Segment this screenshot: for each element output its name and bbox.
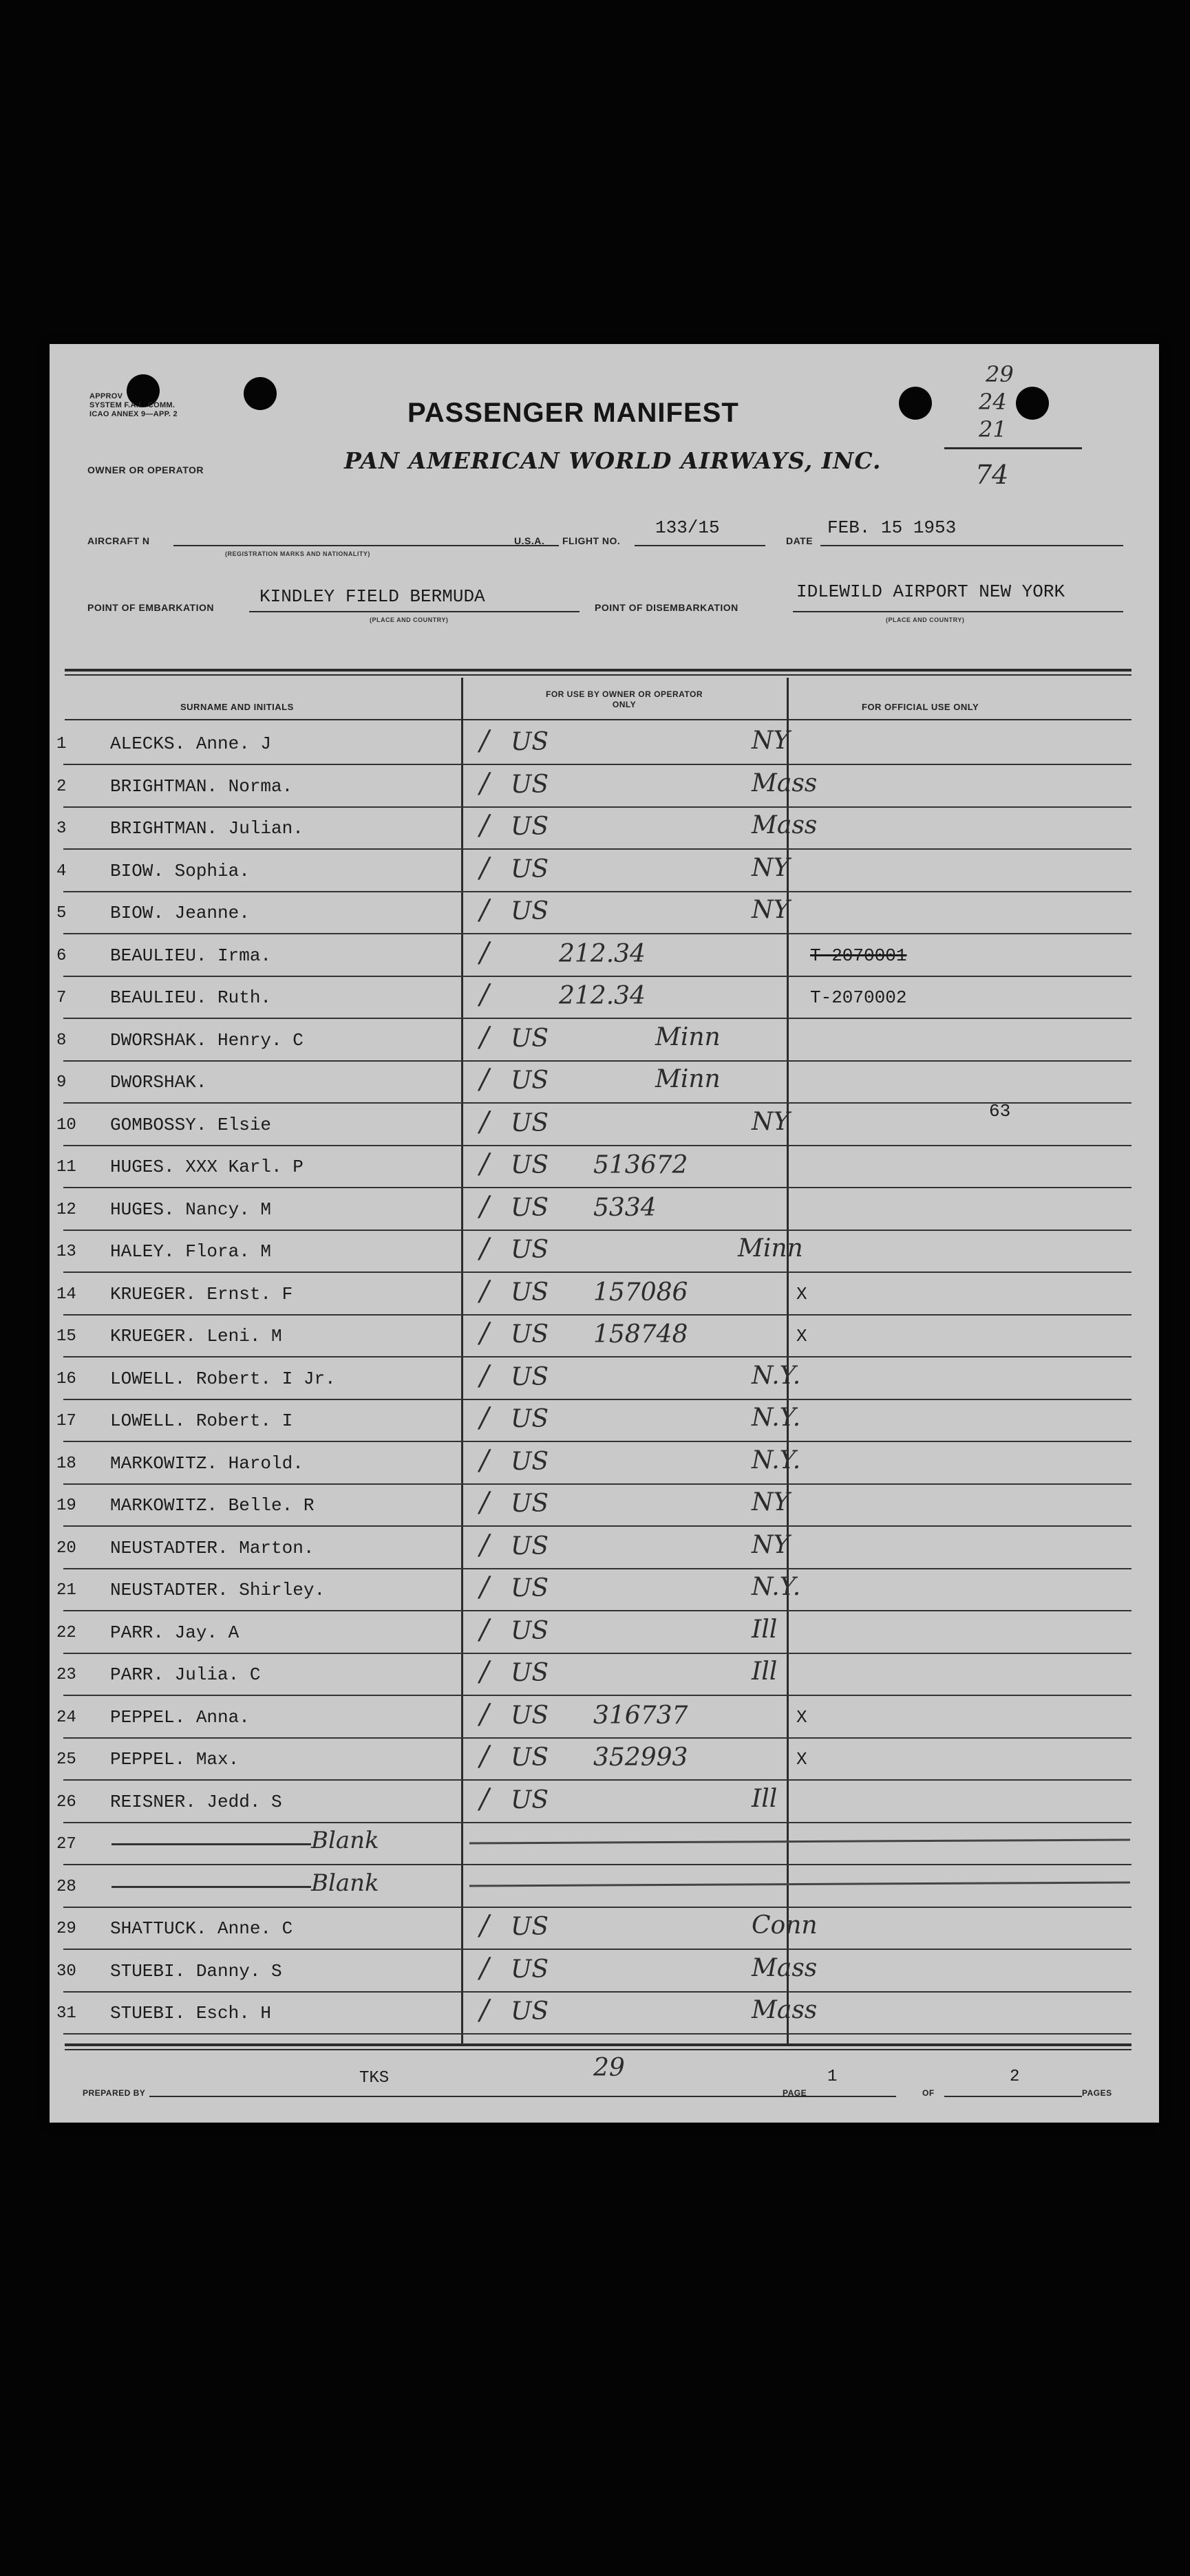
check-mark-icon: / <box>480 1402 489 1434</box>
check-mark-icon: / <box>480 1741 489 1772</box>
document-number: 316737 <box>593 1701 688 1730</box>
nationality-code: US <box>511 1151 549 1179</box>
table-row <box>50 850 1159 892</box>
passenger-name: KRUEGER. Leni. M <box>110 1326 282 1346</box>
nationality-code: US <box>511 1278 549 1307</box>
check-mark-icon: / <box>480 1698 489 1730</box>
state-code: Mass <box>752 1953 818 1982</box>
table-row <box>50 1442 1159 1485</box>
table-row <box>50 1992 1159 2035</box>
table-row <box>50 807 1159 850</box>
check-mark-icon: / <box>480 1021 489 1053</box>
column-header-official-use: FOR OFFICIAL USE ONLY <box>862 702 979 712</box>
check-mark-icon: / <box>480 936 489 969</box>
check-mark-icon: / <box>480 1106 489 1138</box>
date-label: DATE <box>786 535 814 546</box>
document-number: 513672 <box>593 1151 688 1179</box>
date-underline <box>820 545 1123 546</box>
passenger-count: 29 <box>593 2054 625 2082</box>
blank-strike-line <box>111 1886 311 1888</box>
table-row <box>50 1273 1159 1316</box>
state-code: NY <box>752 1530 790 1559</box>
passenger-name: BEAULIEU. Irma. <box>110 945 272 966</box>
passenger-name: BIOW. Jeanne. <box>110 903 250 923</box>
table-row <box>50 1611 1159 1654</box>
state-code: NY <box>752 1107 790 1136</box>
row-number: 5 <box>56 904 67 923</box>
tally-number: 24 <box>979 389 1007 415</box>
table-top-rule <box>65 669 1131 672</box>
nationality-code: US <box>511 1701 549 1730</box>
nationality-code: US <box>511 855 549 883</box>
check-mark-icon: / <box>480 767 489 799</box>
check-mark-icon: / <box>480 1487 489 1518</box>
table-top-rule-inner <box>65 674 1131 676</box>
passenger-name: DWORSHAK. Henry. C <box>110 1029 304 1051</box>
nationality-code: US <box>511 813 549 841</box>
row-number: 25 <box>56 1750 76 1769</box>
table-row <box>50 722 1159 765</box>
blank-strike-line <box>469 1881 1130 1887</box>
table-row <box>50 1019 1159 1062</box>
tally-underline <box>944 447 1082 449</box>
row-number: 21 <box>56 1581 76 1600</box>
row-number: 20 <box>56 1538 76 1558</box>
page-title: PASSENGER MANIFEST <box>407 398 739 428</box>
column-header-owner-use: FOR USE BY OWNER OR OPERATOR ONLY <box>545 689 703 709</box>
nationality-code: US <box>511 1659 549 1687</box>
row-number: 10 <box>56 1115 76 1135</box>
nationality-code: US <box>511 770 549 799</box>
aircraft-caption: (REGISTRATION MARKS AND NATIONALITY) <box>225 550 370 557</box>
state-code: NY <box>752 853 790 882</box>
table-row <box>50 1100 1159 1146</box>
prepared-by-value: TKS <box>359 2069 390 2087</box>
row-number: 18 <box>56 1454 76 1473</box>
passenger-name: PEPPEL. Max. <box>110 1749 240 1770</box>
check-mark-icon: / <box>480 1360 489 1392</box>
nationality-code: US <box>511 1193 549 1222</box>
passenger-name: BRIGHTMAN. Julian. <box>110 818 304 839</box>
passenger-name: LOWELL. Robert. I <box>110 1410 293 1431</box>
nationality-code: US <box>511 1024 549 1053</box>
date-value: FEB. 15 1953 <box>827 517 957 538</box>
table-row <box>50 1781 1159 1823</box>
disembark-caption: (PLACE AND COUNTRY) <box>886 616 965 623</box>
table-row <box>50 1230 1159 1273</box>
check-mark-icon: / <box>480 1190 489 1223</box>
row-number: 6 <box>56 946 67 965</box>
nationality-code: US <box>511 1616 549 1645</box>
table-row <box>50 1696 1159 1739</box>
table-bottom-rule-inner <box>65 2049 1131 2050</box>
state-code: N.Y. <box>752 1446 801 1474</box>
check-mark-icon: / <box>480 1148 489 1180</box>
nationality-code: US <box>511 1108 549 1137</box>
row-number: 9 <box>56 1073 67 1092</box>
table-row <box>50 1865 1159 1908</box>
passenger-name: PEPPEL. Anna. <box>110 1706 250 1728</box>
state-code: Ill <box>752 1657 778 1686</box>
table-row <box>50 1061 1159 1104</box>
official-mark: T-2070002 <box>810 987 907 1008</box>
check-mark-icon: / <box>480 1064 489 1095</box>
passenger-name: BIOW. Sophia. <box>110 860 250 881</box>
check-mark-icon: / <box>480 1995 489 2026</box>
nationality-code: US <box>511 897 549 925</box>
flight-no-underline <box>635 545 765 546</box>
of-label: OF <box>922 2088 935 2098</box>
row-number: 8 <box>56 1031 67 1050</box>
nationality-code: US <box>511 1490 549 1518</box>
official-mark: X <box>796 1706 807 1728</box>
row-number: 1 <box>56 735 67 753</box>
state-code: Mass <box>752 811 818 839</box>
row-number: 26 <box>56 1792 76 1812</box>
column-header-surname: SURNAME AND INITIALS <box>180 702 294 712</box>
check-mark-icon: / <box>480 1783 489 1815</box>
passenger-name: PARR. Jay. A <box>110 1622 240 1643</box>
embark-label: POINT OF EMBARKATION <box>87 602 214 613</box>
official-mark: 63 <box>989 1100 1011 1121</box>
punch-hole <box>899 387 932 420</box>
document-number: 212.34 <box>559 939 646 968</box>
row-number: 16 <box>56 1369 76 1388</box>
disembark-label: POINT OF DISEMBARKATION <box>595 602 739 613</box>
passenger-name: HUGES. XXX Karl. P <box>110 1157 304 1177</box>
blank-strike-line <box>111 1843 311 1845</box>
tally-total: 74 <box>975 460 1009 490</box>
state-code: N.Y. <box>752 1573 801 1601</box>
nationality-code: US <box>511 1997 549 2026</box>
manifest-sheet <box>50 344 1159 2123</box>
aircraft-underline <box>173 545 559 546</box>
embark-caption: (PLACE AND COUNTRY) <box>370 616 449 623</box>
passenger-name: NEUSTADTER. Marton. <box>110 1537 315 1558</box>
document-number: 157086 <box>593 1278 688 1307</box>
check-mark-icon: / <box>480 1444 489 1477</box>
row-number: 29 <box>56 1920 76 1938</box>
nationality-code: US <box>511 1955 549 1984</box>
approval-block <box>89 392 178 419</box>
nationality-code: US <box>511 1066 549 1095</box>
passenger-name: HALEY. Flora. M <box>110 1241 272 1262</box>
row-rule <box>63 2033 1131 2035</box>
nationality-code: US <box>511 1743 549 1772</box>
check-mark-icon: / <box>480 1571 489 1603</box>
nationality-code: US <box>511 1574 549 1602</box>
flight-no-label: FLIGHT NO. <box>562 535 621 546</box>
state-code: Conn <box>752 1911 818 1940</box>
table-row <box>50 1569 1159 1611</box>
passenger-name: NEUSTADTER. Shirley. <box>110 1580 326 1600</box>
table-row <box>50 976 1159 1019</box>
table-row <box>50 1907 1159 1950</box>
row-number: 15 <box>56 1327 76 1346</box>
passenger-name: DWORSHAK. <box>110 1072 207 1093</box>
state-code: Minn <box>655 1022 721 1051</box>
passenger-name: HUGES. Nancy. M <box>110 1199 272 1220</box>
passenger-name: GOMBOSSY. Elsie <box>110 1114 272 1135</box>
state-code: Ill <box>752 1615 778 1644</box>
page-value: 1 <box>827 2068 838 2086</box>
pages-underline <box>944 2096 1082 2097</box>
flight-no-value: 133/15 <box>655 517 720 538</box>
row-number: 12 <box>56 1200 76 1219</box>
blank-strike-line <box>469 1838 1130 1844</box>
aircraft-label: AIRCRAFT N <box>87 535 150 546</box>
official-mark: T-2070001 <box>810 945 907 966</box>
check-mark-icon: / <box>480 1613 489 1646</box>
table-row <box>50 1653 1159 1696</box>
document-number: 212.34 <box>559 982 646 1010</box>
row-number: 27 <box>56 1835 76 1854</box>
passenger-name: STUEBI. Esch. H <box>110 2003 272 2024</box>
check-mark-icon: / <box>480 810 489 841</box>
nationality-code: US <box>511 728 549 756</box>
passenger-name: Blank <box>311 1869 379 1897</box>
prepared-by-label: PREPARED BY <box>83 2088 146 2098</box>
approval-line: SYSTEM F.A.L. COMM. <box>89 401 176 409</box>
table-row <box>50 1527 1159 1569</box>
official-mark: X <box>796 1283 807 1305</box>
passenger-name: REISNER. Jedd. S <box>110 1791 282 1812</box>
tally-number: 29 <box>986 361 1014 387</box>
row-number: 3 <box>56 819 67 838</box>
check-mark-icon: / <box>480 1275 489 1307</box>
owner-label: OWNER OR OPERATOR <box>87 464 204 475</box>
passenger-name: STUEBI. Danny. S <box>110 1960 282 1982</box>
pages-label: PAGES <box>1082 2088 1112 2098</box>
row-number: 22 <box>56 1623 76 1642</box>
table-row <box>50 1823 1159 1865</box>
check-mark-icon: / <box>480 725 489 757</box>
nationality-code: US <box>511 1362 549 1391</box>
nationality-code: US <box>511 1405 549 1433</box>
check-mark-icon: / <box>480 1233 489 1265</box>
row-number: 28 <box>56 1877 76 1896</box>
document-number: 352993 <box>593 1743 688 1772</box>
header-underline <box>65 719 1131 720</box>
state-code: Ill <box>752 1784 778 1813</box>
table-row <box>50 1357 1159 1400</box>
passenger-name: BEAULIEU. Ruth. <box>110 987 272 1008</box>
state-code: NY <box>752 727 790 755</box>
row-number: 13 <box>56 1243 76 1261</box>
passenger-name: MARKOWITZ. Harold. <box>110 1452 304 1474</box>
approval-line: APPROV <box>89 392 123 400</box>
state-code: Mass <box>752 1996 818 2024</box>
table-row <box>50 892 1159 934</box>
passenger-name: KRUEGER. Ernst. F <box>110 1283 293 1305</box>
punch-hole <box>244 377 277 410</box>
row-number: 2 <box>56 777 67 796</box>
check-mark-icon: / <box>480 979 489 1011</box>
passenger-name: Blank <box>311 1827 379 1854</box>
row-number: 24 <box>56 1708 76 1727</box>
state-code: Minn <box>655 1065 721 1093</box>
check-mark-icon: / <box>480 1910 489 1942</box>
table-bottom-rule <box>65 2043 1131 2046</box>
row-number: 7 <box>56 989 67 1007</box>
check-mark-icon: / <box>480 1529 489 1561</box>
table-row <box>50 1315 1159 1357</box>
usa-label: U.S.A. <box>514 535 545 546</box>
table-row <box>50 1399 1159 1442</box>
row-number: 4 <box>56 861 67 881</box>
punch-hole <box>1016 387 1049 420</box>
state-code: NY <box>752 896 790 924</box>
state-code: N.Y. <box>752 1404 801 1432</box>
page-label: PAGE <box>783 2088 807 2098</box>
check-mark-icon: / <box>480 852 489 884</box>
embark-underline <box>249 611 580 612</box>
table-row <box>50 1188 1159 1231</box>
table-row <box>50 1738 1159 1781</box>
airline-name: PAN AMERICAN WORLD AIRWAYS, INC. <box>344 447 882 474</box>
row-number: 30 <box>56 1962 76 1981</box>
document-number: 5334 <box>593 1193 657 1222</box>
check-mark-icon: / <box>480 1952 489 1984</box>
table-row <box>50 1484 1159 1527</box>
check-mark-icon: / <box>480 1318 489 1349</box>
passenger-name: BRIGHTMAN. Norma. <box>110 775 293 797</box>
row-number: 11 <box>56 1158 76 1177</box>
page-underline <box>814 2096 896 2097</box>
table-row <box>50 1950 1159 1993</box>
passenger-name: PARR. Julia. C <box>110 1664 261 1685</box>
table-row <box>50 934 1159 977</box>
row-number: 31 <box>56 2004 76 2023</box>
state-code: Minn <box>738 1234 803 1263</box>
nationality-code: US <box>511 1913 549 1941</box>
row-number: 14 <box>56 1285 76 1304</box>
check-mark-icon: / <box>480 894 489 926</box>
passenger-name: MARKOWITZ. Belle. R <box>110 1495 315 1516</box>
state-code: NY <box>752 1488 790 1516</box>
state-code: N.Y. <box>752 1361 801 1390</box>
row-number: 23 <box>56 1666 76 1684</box>
nationality-code: US <box>511 1785 549 1814</box>
approval-line: ICAO ANNEX 9—APP. 2 <box>89 410 178 418</box>
tally-number: 21 <box>979 416 1007 442</box>
check-mark-icon: / <box>480 1656 489 1688</box>
table-row <box>50 1146 1159 1188</box>
passenger-name: SHATTUCK. Anne. C <box>110 1918 293 1939</box>
nationality-code: US <box>511 1447 549 1476</box>
official-mark: X <box>796 1326 807 1346</box>
row-number: 19 <box>56 1496 76 1515</box>
nationality-code: US <box>511 1320 549 1349</box>
prepared-underline <box>149 2096 824 2097</box>
pages-value: 2 <box>1010 2068 1020 2086</box>
disembark-underline <box>793 611 1123 612</box>
state-code: Mass <box>752 769 818 797</box>
embark-value: KINDLEY FIELD BERMUDA <box>259 586 485 607</box>
disembark-value: IDLEWILD AIRPORT NEW YORK <box>796 581 1065 602</box>
passenger-name: ALECKS. Anne. J <box>110 733 272 754</box>
passenger-name: LOWELL. Robert. I Jr. <box>110 1368 336 1389</box>
document-number: 158748 <box>593 1320 688 1349</box>
row-number: 17 <box>56 1412 76 1430</box>
nationality-code: US <box>511 1236 549 1264</box>
official-mark: X <box>796 1749 807 1770</box>
table-row <box>50 765 1159 808</box>
nationality-code: US <box>511 1532 549 1560</box>
